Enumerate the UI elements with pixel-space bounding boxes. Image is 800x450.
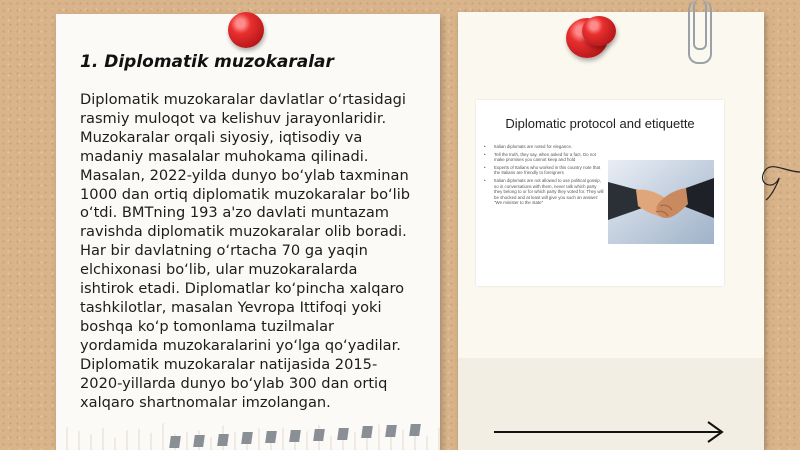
pushpin-icon: [582, 16, 616, 46]
body-line: 2020-yillarda dunyo bo‘ylab 300 dan ortiq: [80, 374, 388, 392]
perforation-hole: [337, 428, 349, 440]
body-line: boshqa ko‘p tomonlama tuzilmalar: [80, 317, 335, 335]
perforation-strip: [170, 422, 440, 448]
slide-thumbnail[interactable]: [476, 100, 724, 286]
slide-bullet: • Tell the truth, they say, when asked for a fact. Do not make promises you cannot keep and hold: [484, 152, 604, 163]
section-heading: 1. Diplomatik muzokaralar: [80, 52, 334, 72]
body-line: ishtirok etadi. Diplomatlar ko‘pincha xalqaro: [80, 280, 405, 298]
body-line: Har bir davlatning o‘rtacha 70 ga yaqin: [80, 242, 368, 260]
perforation-hole: [169, 436, 181, 448]
body-line: elchixonasi bo‘lib, ular muzokaralarda: [80, 261, 358, 279]
perforation-hole: [217, 434, 229, 446]
slide-bullet-list: [484, 144, 604, 208]
perforation-hole: [361, 426, 373, 438]
body-line: yordamida muzokaralarini yo‘lga qo‘yadilar.: [80, 336, 401, 354]
arrow-right-icon: [494, 420, 728, 444]
perforation-hole: [313, 429, 325, 441]
perforation-hole: [385, 425, 397, 437]
body-line: rasmiy muloqot va kelishuv jarayonlaridir.: [80, 109, 387, 127]
body-line: ravishda diplomatik muzokaralar olib boradi.: [80, 223, 407, 241]
perforation-hole: [409, 424, 421, 436]
body-line: 1000 dan ortiq diplomatik muzokaralar bo‘lib: [80, 185, 411, 203]
slide-title: Diplomatic protocol and etiquette: [505, 116, 695, 131]
pushpin-icon: [228, 12, 264, 48]
perforation-hole: [241, 432, 253, 444]
slide-bullet: • Experts of Italians who worked in this country note that the Italians are friendly to foreigners: [484, 165, 604, 176]
body-line: xalqaro shartnomalar imzolangan.: [80, 393, 331, 411]
handshake-image: [608, 160, 714, 244]
body-line: tashkilotlar, masalan Yevropa Ittifoqi yoki: [80, 298, 382, 316]
body-line: Diplomatik muzokaralar davlatlar o‘rtasidagi: [80, 91, 406, 108]
body-line: o‘tdi. BMTning 193 a'zo davlati muntazam: [80, 204, 389, 222]
body-line: Muzokaralar orqali siyosiy, iqtisodiy va: [80, 128, 363, 146]
slide-bullet: • Italian diplomats are not allowed to use political gossip, so in conversations with them, never talk which party they belong to or for which party they voted for. They will be shocked and at least will give you such an answer: "We minister to the state": [484, 178, 604, 206]
slide-bullet: • Italian diplomats are noted for elegance.: [484, 144, 604, 150]
body-line: Masalan, 2022-yilda dunyo bo‘ylab taxminan: [80, 166, 409, 184]
body-paragraph: [80, 91, 430, 412]
body-line: Diplomatik muzokaralar natijasida 2015-: [80, 355, 378, 373]
perforation-hole: [193, 435, 205, 447]
paperclip-inner: [693, 0, 707, 50]
perforation-hole: [265, 431, 277, 443]
body-line: madaniy masalalar muhokama qilinadi.: [80, 147, 369, 165]
string-decoration: [756, 150, 800, 202]
perforation-hole: [289, 430, 301, 442]
